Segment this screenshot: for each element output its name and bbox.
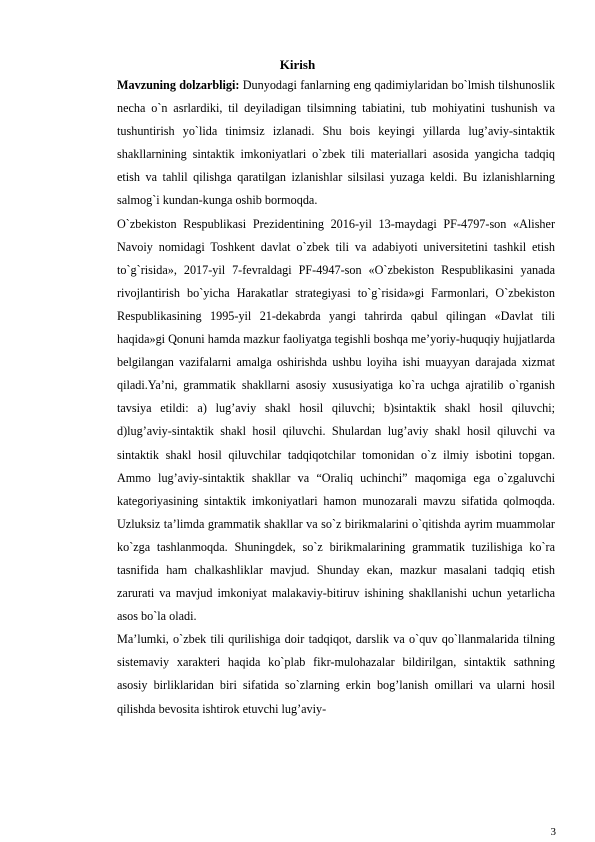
page-number: 3 [550, 826, 556, 838]
document-body [117, 74, 555, 721]
paragraph-known [117, 628, 555, 720]
relevance-text: Dunyodagi fanlarning eng qadimiylaridan bo`lmish tilshunoslik necha o`n asrlardiki, til deyiladigan tilsimning tabiatini, tub mohiyatini tushunish va tushuntirish yo`lida tinimsiz izlanadi. Shu bois keyingi yillarda lug’aviy-sintaktik shakllarnining sintaktik imkoniyatlari o`zbek tili materiallari asosida yangicha tadqiq etish va tahlil qilishga qaratilgan izlanishlar silsilasi yuzaga keldi. Bu izlanishlarning salmog`i kundan-kunga oshib bormoqda. [117, 78, 555, 208]
paragraph-relevance [117, 74, 555, 213]
section-title: Kirish [279, 57, 316, 72]
relevance-label: Mavzuning dolzarbligi: [117, 78, 240, 92]
decrees-text: O`zbekiston Respublikasi Prezidentining 2016-yil 13-maydagi PF-4797-son «Alisher Navoiy nomidagi Toshkent davlat o`zbek tili va adabiyoti universitetini tashkil etish to`g`risida», 2017-yil 7-fevraldagi PF-4947-son «O`zbekiston Respublikasini yanada rivojlantirish bo`yicha Harakatlar strategiyasi to`g`risida»gi Farmonlari, O`zbekiston Respublikasining 1995-yil 21-dekabrda yangi tahrirda qabul qilingan «Davlat tili haqida»gi Qonuni hamda mazkur faoliyatga tegishli boshqa me’yoriy-huquqiy hujjatlarda belgilangan vazifalarni amalga oshirishda ushbu loyiha ishi muayyan darajada xizmat qiladi.Ya’ni, grammatik shakllarni asosiy xususiyatiga ko`ra uchga ajratilib o`rganish tavsiya etildi: a) lug’aviy shakl hosil qiluvchi; b)sintaktik shakl hosil qiluvchi; d)lug’aviy-sintaktik shakl hosil qiluvchi. Shulardan lug’aviy shakl hosil qiluvchi va sintaktik shakl hosil qiluvchilar tadqiqotchilar tomonidan o`z ilmiy isbotini topgan. Ammo lug’aviy-sintaktik shakllar va “Oraliq uchinchi” maqomiga ega o`zgaluvchi kategoriyasining sintaktik imkoniyatlari hamon munozarali mavzu sifatida qolmoqda. Uzluksiz ta’limda grammatik shakllar va so`z birikmalarini o`qitishda ayrim muammolar ko`zga tashlanmoqda. Shuningdek, so`z birikmalarining grammatik tuzilishiga ko`ra tasnifida ham chalkashliklar mavjud. Shunday ekan, mazkur masalani tadqiq etish zarurati va mavjud imkoniyat malakaviy-bitiruv ishining shakllanishi uchun yetarlicha asos bo`la oladi. [117, 216, 555, 624]
paragraph-decrees [117, 213, 555, 629]
known-text: Ma’lumki, o`zbek tili qurilishiga doir tadqiqot, darslik va o`quv qo`llanmalarida tilning sistemaviy xarakteri haqida ko`plab fikr-mulohazalar bildirilgan, sintaktik sathning asosiy birliklaridan biri sifatida so`zlarning erkin bog’lanish omillari va ularni hosil qilishda bevosita ishtirok etuvchi lug’aviy- [117, 632, 555, 716]
